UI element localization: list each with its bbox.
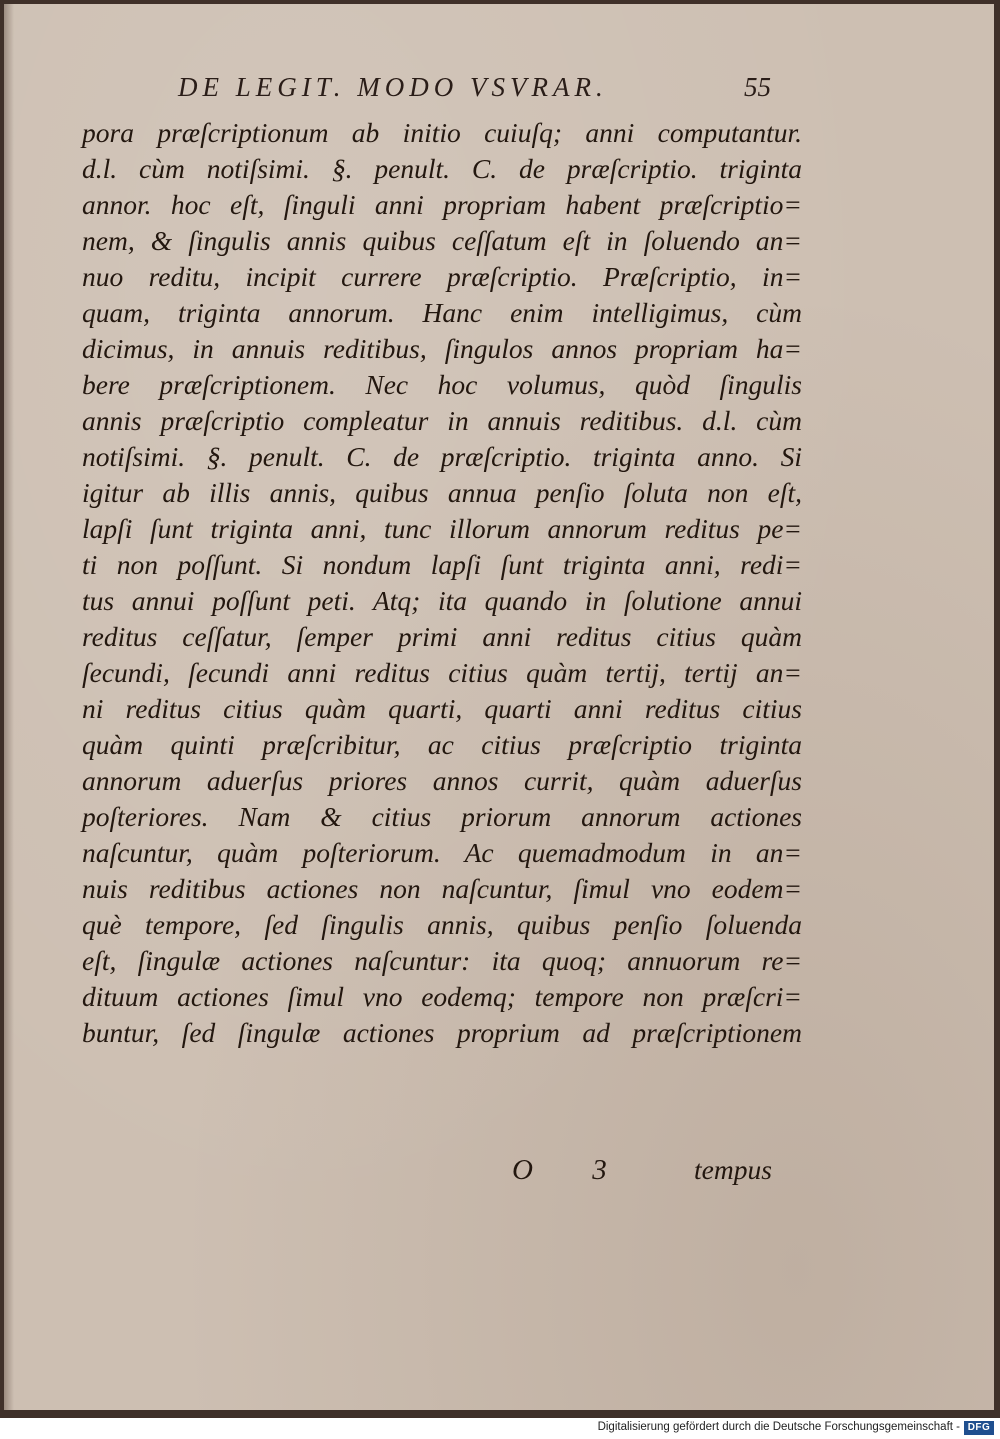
- text-line: poſteriores. Nam & citius priorum annorum actiones: [82, 801, 802, 832]
- signature-mark: O 3: [512, 1154, 633, 1186]
- text-line: naſcuntur, quàm poſteriorum. Ac quemadmodum in an=: [82, 837, 802, 868]
- text-line: buntur, ſed ſingulæ actiones proprium ad præſcriptionem: [82, 1017, 802, 1048]
- text-line: ti non poſſunt. Si nondum lapſi ſunt triginta anni, redi=: [82, 549, 802, 580]
- text-line: què tempore, ſed ſingulis annis, quibus penſio ſoluenda: [82, 909, 802, 940]
- text-line: ſecundi, ſecundi anni reditus citius quàm tertij, tertij an=: [82, 657, 802, 688]
- credit-text: Digitalisierung gefördert durch die Deutsche Forschungsgemeinschaft -: [597, 1421, 960, 1433]
- text-line: annis præſcriptio compleatur in annuis reditibus. d.l. cùm: [82, 405, 802, 436]
- text-line: nem, & ſingulis annis quibus ceſſatum eſt in ſoluendo an=: [82, 225, 802, 256]
- dfg-logo-icon: DFG: [964, 1421, 994, 1435]
- text-line: quam, triginta annorum. Hanc enim intelligimus, cùm: [82, 297, 802, 328]
- page-number: 55: [744, 72, 771, 102]
- page-gutter-shadow: [4, 4, 14, 1410]
- text-line: reditus ceſſatur, ſemper primi anni reditus citius quàm: [82, 621, 802, 652]
- text-line: eſt, ſingulæ actiones naſcuntur: ita quoq; annuorum re=: [82, 945, 802, 976]
- text-line: dituum actiones ſimul vno eodemq; tempore non præſcri=: [82, 981, 802, 1012]
- text-line: annor. hoc eſt, ſinguli anni propriam habent præſcriptio=: [82, 189, 802, 220]
- text-line: annorum aduerſus priores annos currit, quàm aduerſus: [82, 765, 802, 796]
- text-line: d.l. cùm notiſsimi. §. penult. C. de præſcriptio. triginta: [82, 153, 802, 184]
- text-line: bere præſcriptionem. Nec hoc volumus, quòd ſingulis: [82, 369, 802, 400]
- text-line: nuo reditu, incipit currere præſcriptio. Præſcriptio, in=: [82, 261, 802, 292]
- text-line: ni reditus citius quàm quarti, quarti anni reditus citius: [82, 693, 802, 724]
- text-line: lapſi ſunt triginta anni, tunc illorum annorum reditus pe=: [82, 513, 802, 544]
- text-line: notiſsimi. §. penult. C. de præſcriptio. triginta anno. Si: [82, 441, 802, 472]
- text-line: tus annui poſſunt peti. Atq; ita quando in ſolutione annui: [82, 585, 802, 616]
- digitization-credit-bar: [0, 1418, 1000, 1439]
- text-line: dicimus, in annuis reditibus, ſingulos annos propriam ha=: [82, 333, 802, 364]
- text-line: nuis reditibus actiones non naſcuntur, ſimul vno eodem=: [82, 873, 802, 904]
- running-head: DE LEGIT. MODO VSVRAR.: [178, 72, 608, 102]
- body-text: [82, 115, 802, 1051]
- page-footer: [0, 1154, 1000, 1194]
- text-line: quàm quinti præſcribitur, ac citius præſcriptio triginta: [82, 729, 802, 760]
- catchword: tempus: [694, 1154, 772, 1185]
- text-line: igitur ab illis annis, quibus annua penſio ſoluta non eſt,: [82, 477, 802, 508]
- text-line: pora præſcriptionum ab initio cuiuſq; anni computantur.: [82, 117, 802, 148]
